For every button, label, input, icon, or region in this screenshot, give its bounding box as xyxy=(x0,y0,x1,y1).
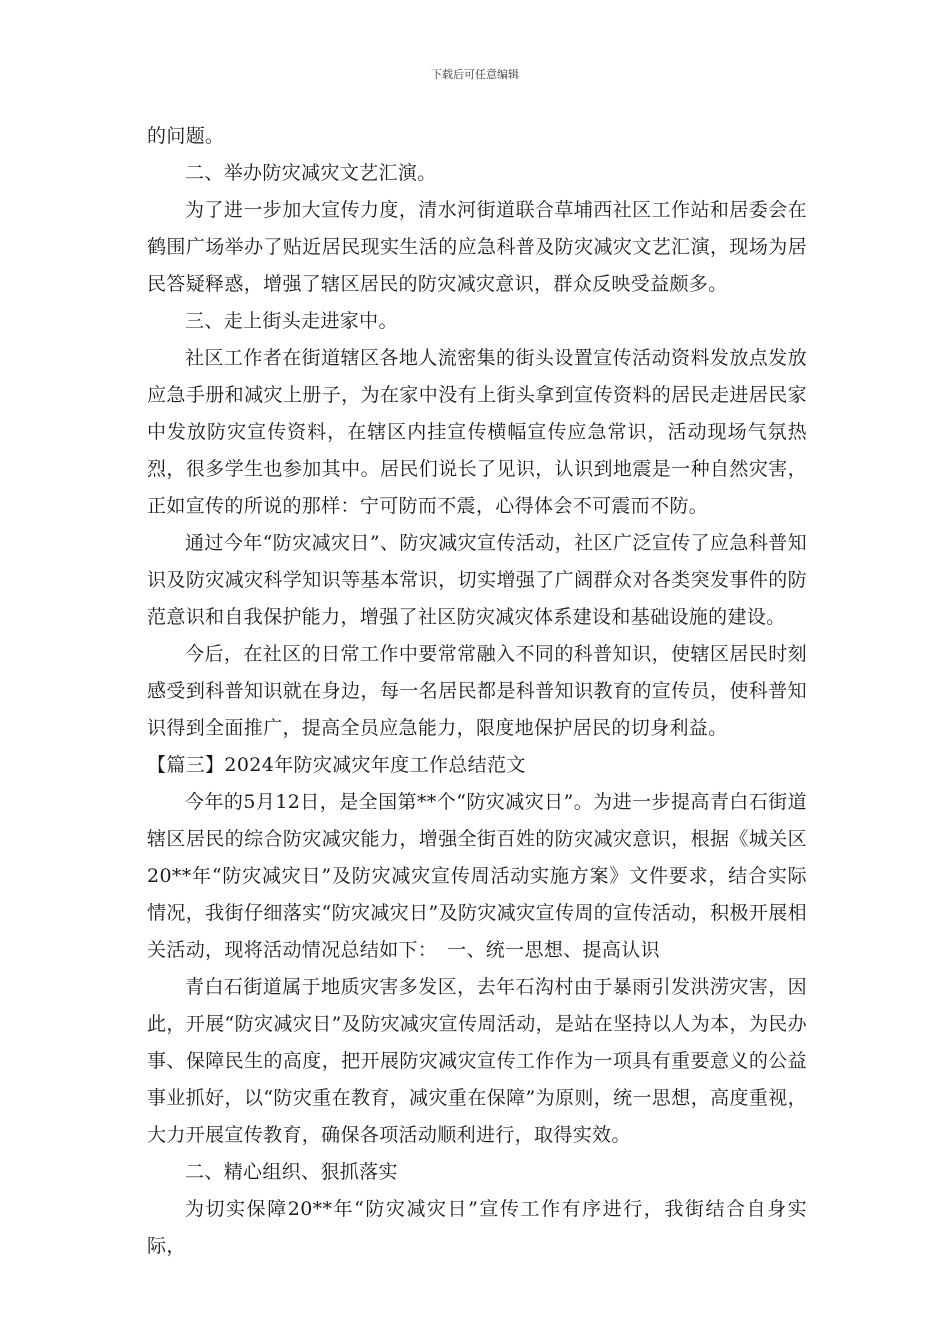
paragraph: 为切实保障20**年“防灾减灾日”宣传工作有序进行，我街结合自身实际， xyxy=(147,1198,807,1257)
paragraph: 青白石街道属于地质灾害多发区，去年石沟村由于暴雨引发洪涝灾害，因此，开展“防灾减灾日”及防灾减灾宣传周活动，是站在坚持以人为本，为民办事、保障民生的高度，把开展防灾减灾宣传工作作为一项具有重要意义的公益事业抓好，以“防灾重在教育，减灾重在保障”为原则，统一思想，高度重视，大力开展宣传教育，确保各项活动顺利进行，取得实效。 xyxy=(147,976,807,1146)
page-header: 下载后可任意编辑 xyxy=(431,68,519,81)
section-heading: 三、走上街头走进家中。 xyxy=(185,310,398,332)
paragraph: 通过今年“防灾减灾日”、防灾减灾宣传活动，社区广泛宣传了应急科普知识及防灾减灾科学知识等基本常识，切实增强了广阔群众对各类突发事件的防范意识和自我保护能力，增强了社区防灾减灾体系建设和基础设施的建设。 xyxy=(147,532,807,628)
section-heading: 二、举办防灾减灾文艺汇演。 xyxy=(185,162,437,184)
paragraph: 今后，在社区的日常工作中要常常融入不同的科普知识，使辖区居民时刻感受到科普知识就在身边，每一名居民都是科普知识教育的宣传员，使科普知识得到全面推广，提高全员应急能力，限度地保护居民的切身利益。 xyxy=(147,643,807,739)
section-heading: 二、精心组织、狠抓落实 xyxy=(185,1161,398,1183)
article-title: 【篇三】2024年防灾减灾年度工作总结范文 xyxy=(147,754,526,776)
paragraph-continuation: 的问题。 xyxy=(147,125,225,147)
paragraph: 为了进一步加大宣传力度，清水河街道联合草埔西社区工作站和居委会在鹤围广场举办了贴近居民现实生活的应急科普及防灾减灾文艺汇演，现场为居民答疑释惑，增强了辖区居民的防灾减灾意识，群众反映受益颇多。 xyxy=(147,199,807,295)
paragraph: 今年的5月12日，是全国第**个“防灾减灾日”。为进一步提高青白石街道辖区居民的综合防灾减灾能力，增强全街百姓的防灾减灾意识，根据《城关区20**年“防灾减灾日”及防灾减灾宣传周活动实施方案》文件要求，结合实际情况，我街仔细落实“防灾减灾日”及防灾减灾宣传周的宣传活动，积极开展相关活动，现将活动情况总结如下： 一、统一思想、提高认识 xyxy=(147,791,807,961)
document-body xyxy=(147,118,807,1265)
paragraph: 社区工作者在街道辖区各地人流密集的街头设置宣传活动资料发放点发放应急手册和减灾上册子，为在家中没有上街头拿到宣传资料的居民走进居民家中发放防灾宣传资料，在辖区内挂宣传横幅宣传应急常识，活动现场气氛热烈，很多学生也参加其中。居民们说长了见识，认识到地震是一种自然灾害，正如宣传的所说的那样：宁可防而不震，心得体会不可震而不防。 xyxy=(147,347,807,517)
